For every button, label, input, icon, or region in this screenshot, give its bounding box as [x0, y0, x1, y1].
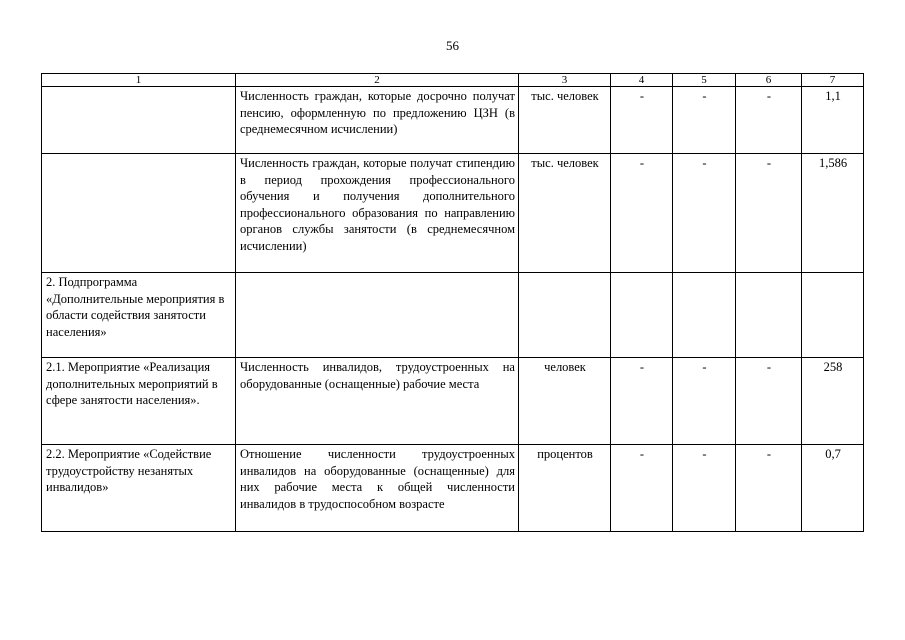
column-header: 3 — [519, 74, 611, 87]
value-cell: 0,7 — [802, 445, 864, 532]
table-row — [42, 87, 864, 154]
value-cell: - — [611, 154, 673, 273]
value-cell — [802, 273, 864, 358]
value-cell — [736, 273, 802, 358]
indicators-table — [41, 73, 864, 532]
column-header: 5 — [673, 74, 736, 87]
value-cell: - — [673, 445, 736, 532]
value-cell — [673, 273, 736, 358]
unit-cell: тыс. человек — [519, 154, 611, 273]
value-cell: - — [736, 87, 802, 154]
table-header-row — [42, 74, 864, 87]
value-cell: - — [673, 358, 736, 445]
table-row — [42, 358, 864, 445]
table-row — [42, 154, 864, 273]
column-header: 7 — [802, 74, 864, 87]
value-cell — [611, 273, 673, 358]
value-cell: - — [673, 154, 736, 273]
table-row — [42, 445, 864, 532]
indicator-cell — [236, 273, 519, 358]
unit-cell: процентов — [519, 445, 611, 532]
value-cell: - — [611, 358, 673, 445]
value-cell: 1,1 — [802, 87, 864, 154]
unit-cell — [519, 273, 611, 358]
program-cell: 2.1. Мероприятие «Реализация дополнительных мероприятий в сфере занятости населения». — [42, 358, 236, 445]
program-cell: 2.2. Мероприятие «Содействие трудоустройству незанятых инвалидов» — [42, 445, 236, 532]
program-cell — [42, 154, 236, 273]
unit-cell: тыс. человек — [519, 87, 611, 154]
indicator-cell: Отношение численности трудоустроенных инвалидов на оборудованные (оснащенные) для них рабочие места к общей численности инвалидов в трудоспособном возрасте — [236, 445, 519, 532]
value-cell: - — [673, 87, 736, 154]
value-cell: 258 — [802, 358, 864, 445]
value-cell: - — [611, 87, 673, 154]
table-row — [42, 273, 864, 358]
unit-cell: человек — [519, 358, 611, 445]
value-cell: - — [611, 445, 673, 532]
column-header: 6 — [736, 74, 802, 87]
program-cell — [42, 87, 236, 154]
column-header: 2 — [236, 74, 519, 87]
value-cell: - — [736, 445, 802, 532]
program-cell: 2. Подпрограмма «Дополнительные мероприятия в области содействия занятости населения» — [42, 273, 236, 358]
indicator-cell: Численность граждан, которые получат стипендию в период прохождения профессионального обучения и получения дополнительного профессионального образования по направлению органов службы занятости (в среднемесячном исчислении) — [236, 154, 519, 273]
indicator-cell: Численность граждан, которые досрочно получат пенсию, оформленную по предложению ЦЗН (в среднемесячном исчислении) — [236, 87, 519, 154]
page-number: 56 — [446, 38, 459, 53]
value-cell: 1,586 — [802, 154, 864, 273]
column-header: 1 — [42, 74, 236, 87]
column-header: 4 — [611, 74, 673, 87]
value-cell: - — [736, 154, 802, 273]
value-cell: - — [736, 358, 802, 445]
indicator-cell: Численность инвалидов, трудоустроенных на оборудованные (оснащенные) рабочие места — [236, 358, 519, 445]
